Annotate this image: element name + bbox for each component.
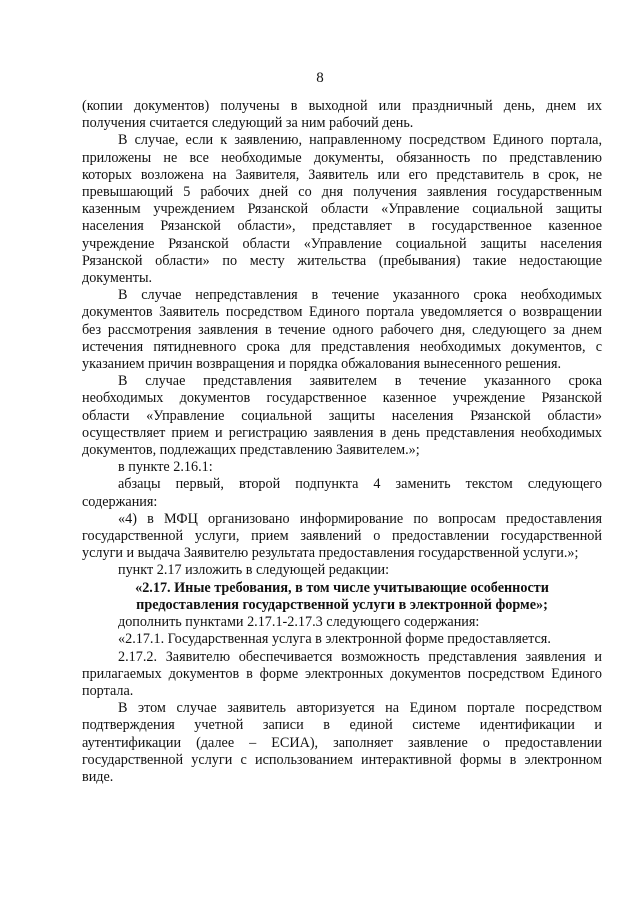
text-line: «2.17.1. Государственная услуга в электронной форме предоставляется. bbox=[118, 631, 551, 648]
document-body bbox=[82, 98, 602, 786]
text-line: В этом случае заявитель авторизуется на Едином портале посредством bbox=[118, 700, 602, 717]
text-line: населения Рязанской области», представляет в государственное казенное bbox=[82, 218, 602, 235]
page-number: 8 bbox=[316, 70, 324, 86]
text-line: портала. bbox=[82, 682, 134, 699]
text-line: истечения пятидневного срока для представления необходимых документов, с bbox=[82, 338, 602, 355]
text-line: абзацы первый, второй подпункта 4 заменить текстом следующего bbox=[118, 476, 602, 493]
text-line: В случае, если к заявлению, направленному посредством Единого портала, bbox=[118, 132, 602, 149]
text-line: прилагаемых документов в форме электронных документов посредством Единого bbox=[82, 665, 602, 682]
text-line: аутентификации (далее – ЕСИА), заполняет заявление о предоставлении bbox=[82, 734, 602, 751]
text-line: содержания: bbox=[82, 493, 158, 510]
text-line: пункт 2.17 изложить в следующей редакции: bbox=[118, 562, 390, 579]
text-line: дополнить пунктами 2.17.1-2.17.3 следующего содержания: bbox=[118, 614, 480, 631]
text-line: (копии документов) получены в выходной или праздничный день, днем их bbox=[82, 98, 602, 114]
text-line: которых возложена на Заявителя, Заявитель или его представитель в срок, не bbox=[82, 166, 602, 183]
text-line: получения считается следующий за ним рабочий день. bbox=[82, 115, 414, 132]
text-line: услуги и выдача Заявителю результата предоставления государственной услуги.»; bbox=[82, 545, 579, 562]
text-line: осуществляет прием и регистрацию заявления в день представления необходимых bbox=[82, 424, 602, 441]
text-line: государственной услуги с использованием интерактивной формы в электронном bbox=[82, 751, 602, 768]
text-line: документы. bbox=[82, 270, 153, 287]
text-line: виде. bbox=[82, 768, 114, 785]
text-line: области «Управление социальной защиты населения Рязанской области» bbox=[82, 407, 602, 424]
text-line: «2.17. Иные требования, в том числе учитывающие особенности bbox=[135, 579, 549, 596]
text-line: 2.17.2. Заявителю обеспечивается возможность представления заявления и bbox=[118, 648, 602, 665]
text-line: документов, подлежащих представлению Заявителем.»; bbox=[82, 442, 420, 459]
text-line: В случае непредставления в течение указанного срока необходимых bbox=[118, 287, 602, 304]
text-line: Рязанской области» по месту жительства (пребывания) такие недостающие bbox=[82, 252, 602, 269]
text-line: указанием причин возвращения и порядка обжалования вынесенного решения. bbox=[82, 356, 562, 373]
text-line: казенным учреждением Рязанской области «Управление социальной защиты bbox=[82, 201, 602, 218]
text-line: предоставления государственной услуги в электронной форме»; bbox=[136, 596, 548, 613]
text-line: документов Заявитель посредством Единого портала уведомляется о возвращении bbox=[82, 304, 602, 321]
text-line: без рассмотрения заявления в течение одного рабочего дня, следующего за днем bbox=[82, 321, 602, 338]
text-line: превышающий 5 рабочих дней со дня получения заявления государственным bbox=[82, 184, 602, 201]
text-line: в пункте 2.16.1: bbox=[118, 459, 213, 476]
text-line: В случае представления заявителем в течение указанного срока bbox=[118, 373, 602, 390]
text-line: государственной услуги, прием заявлений о предоставлении государственной bbox=[82, 528, 602, 545]
text-line: учреждение Рязанской области «Управление социальной защиты населения bbox=[82, 235, 602, 252]
text-line: необходимых документов государственное казенное учреждение Рязанской bbox=[82, 390, 602, 407]
text-line: «4) в МФЦ организовано информирование по вопросам предоставления bbox=[118, 510, 602, 527]
text-line: подтверждения учетной записи в единой системе идентификации и bbox=[82, 717, 602, 734]
text-line: приложены не все необходимые документы, обязанность по представлению bbox=[82, 149, 602, 166]
